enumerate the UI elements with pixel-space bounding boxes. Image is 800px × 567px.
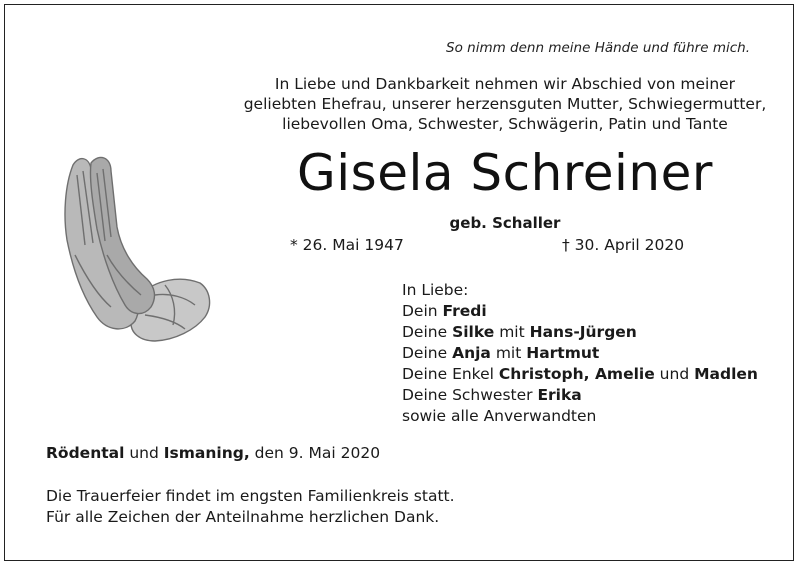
note-line: Die Trauerfeier findet im engsten Familienkreis statt. — [46, 487, 455, 505]
mourner-text: Deine Schwester — [402, 386, 538, 404]
place-text: und — [124, 444, 164, 462]
mourner-row — [402, 343, 758, 364]
mourner-row — [402, 301, 758, 322]
mourner-name: Christoph, Amelie — [498, 365, 655, 383]
mourner-text: mit — [494, 323, 530, 341]
note-line: Für alle Zeichen der Anteilnahme herzlichen Dank. — [46, 508, 440, 526]
mourner-name: Hartmut — [526, 344, 600, 362]
mourner-name: Erika — [537, 386, 582, 404]
mourner-row — [402, 322, 758, 343]
mourner-name: Silke — [452, 323, 495, 341]
intro-line: liebevollen Oma, Schwester, Schwägerin, Patin und Tante — [282, 115, 728, 133]
motto: So nimm denn meine Hände und führe mich. — [446, 40, 750, 56]
intro-text — [210, 74, 800, 134]
intro-line: geliebten Ehefrau, unserer herzensguten Mutter, Schwiegermutter, — [243, 95, 767, 113]
maiden-name: geb. Schaller — [449, 214, 561, 232]
place-date — [46, 444, 380, 462]
deceased-name: Gisela Schreiner — [297, 144, 713, 202]
notice-date: den 9. Mai 2020 — [249, 444, 381, 462]
praying-hands-icon — [45, 145, 215, 350]
mourner-name: Hans-Jürgen — [529, 323, 637, 341]
mourners-list — [402, 280, 758, 427]
mourner-name: Madlen — [694, 365, 758, 383]
mourners-heading: In Liebe: — [402, 281, 469, 299]
city-name: Ismaning, — [163, 444, 250, 462]
mourner-text: Deine — [402, 344, 453, 362]
intro-line: In Liebe und Dankbarkeit nehmen wir Abschied von meiner — [274, 75, 736, 93]
mourner-name: Fredi — [442, 302, 487, 320]
birth-date: * 26. Mai 1947 — [290, 236, 404, 254]
closing-notes — [46, 486, 455, 528]
city-name: Rödental — [46, 444, 125, 462]
mourner-row — [402, 385, 758, 406]
mourner-text: Deine — [402, 323, 453, 341]
death-date: † 30. April 2020 — [562, 236, 685, 254]
mourner-text: mit — [490, 344, 527, 362]
mourner-name: Anja — [452, 344, 491, 362]
mourner-text: Deine Enkel — [402, 365, 499, 383]
mourner-row: sowie alle Anverwandten — [402, 407, 597, 425]
mourner-text: Dein — [402, 302, 443, 320]
mourner-row — [402, 364, 758, 385]
mourner-text: und — [654, 365, 695, 383]
